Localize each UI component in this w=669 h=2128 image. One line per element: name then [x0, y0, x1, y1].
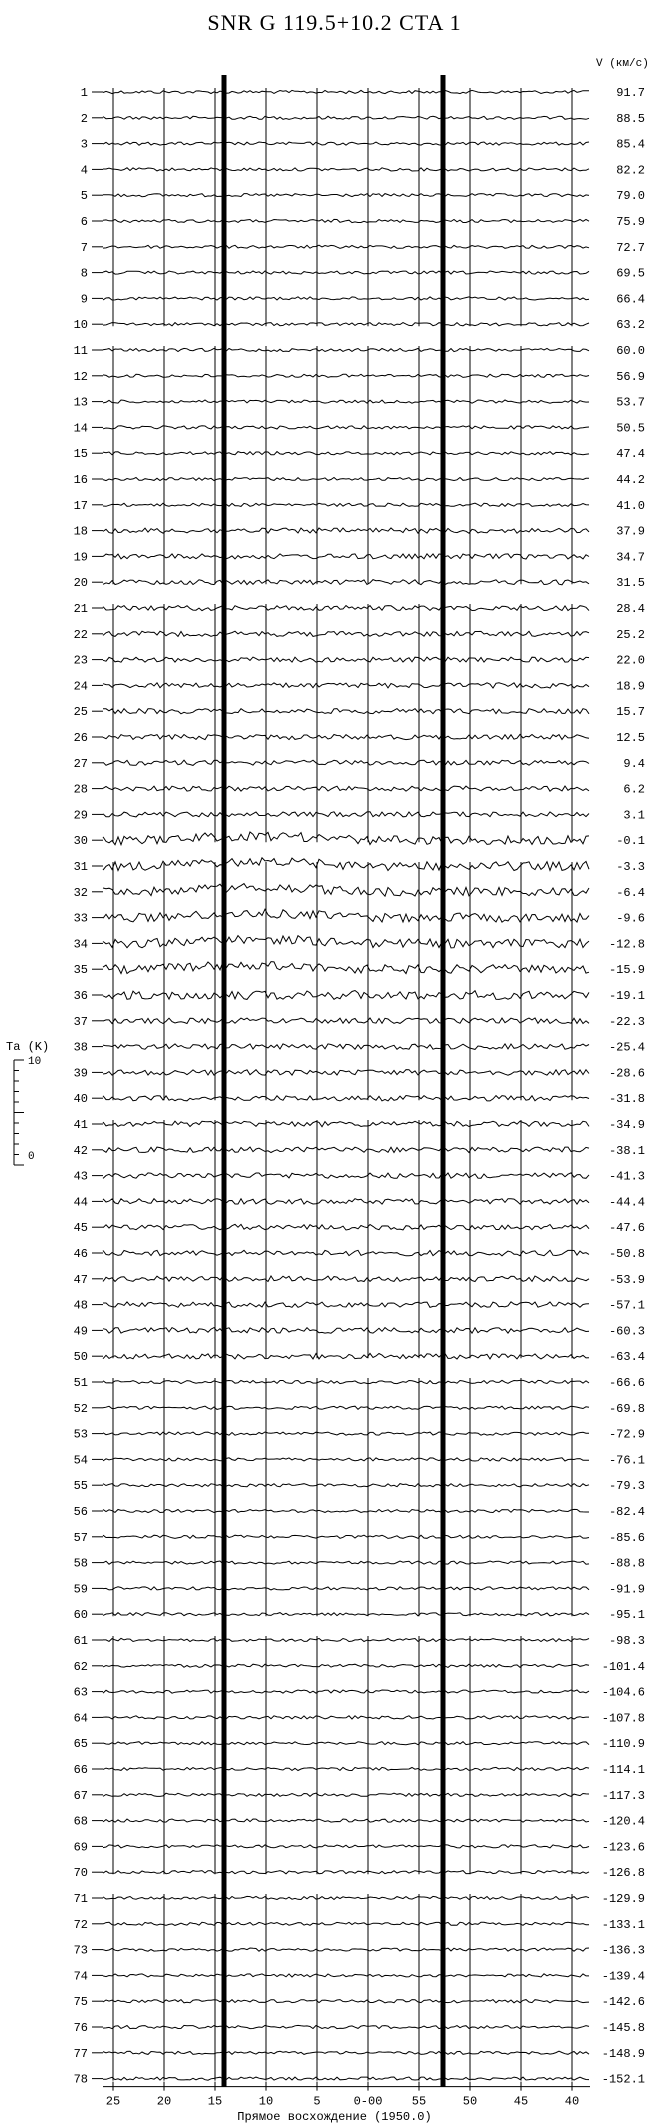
spectrum-trace [103, 1147, 589, 1153]
spectrum-trace [103, 1742, 589, 1745]
spectrum-trace [103, 1690, 589, 1693]
channel-number-label: 19 [73, 550, 88, 565]
velocity-value-label: 18.9 [616, 679, 645, 694]
channel-number-label: 26 [73, 731, 88, 745]
channel-number-label: 47 [73, 1272, 88, 1287]
spectrum-trace [103, 760, 589, 765]
velocity-value-label: -38.1 [608, 1143, 645, 1158]
channel-number-label: 65 [73, 1737, 88, 1752]
channel-number-label: 24 [73, 679, 88, 694]
velocity-value-label: 60.0 [616, 344, 645, 358]
velocity-value-label: -152.1 [601, 2072, 645, 2087]
channel-number-label: 61 [73, 1634, 88, 1648]
spectrum-trace [103, 1484, 589, 1487]
spectrum-trace [103, 1819, 589, 1822]
channel-number-label: 71 [73, 1892, 88, 1906]
channel-number-label: 18 [73, 524, 88, 539]
velocity-value-label: -9.6 [616, 911, 645, 926]
spectrum-trace [103, 1353, 589, 1359]
spectrum-trace [103, 1716, 589, 1719]
velocity-value-label: -85.6 [608, 1530, 645, 1545]
spectrum-trace [103, 1613, 589, 1616]
spectrum-trace [103, 657, 589, 662]
channel-number-label: 60 [73, 1608, 88, 1623]
velocity-value-label: -79.3 [608, 1479, 645, 1494]
channel-number-label: 58 [73, 1556, 88, 1571]
spectrum-trace [103, 245, 589, 248]
ta-scale-min: 0 [28, 1151, 35, 1163]
x-tick-label: 45 [513, 2094, 529, 2109]
channel-number-label: 35 [73, 963, 88, 978]
velocity-value-label: -107.8 [601, 1711, 645, 1726]
velocity-value-label: -120.4 [601, 1814, 645, 1829]
channel-number-label: 3 [80, 137, 88, 152]
x-tick-label: 5 [313, 2094, 321, 2109]
channel-number-label: 54 [73, 1453, 88, 1468]
spectrum-trace [103, 936, 589, 948]
spectrum-trace [103, 1380, 589, 1383]
spectrum-trace [103, 1896, 589, 1899]
spectrum-trace [103, 554, 589, 559]
spectrum-trace [103, 452, 589, 455]
velocity-value-label: -15.9 [608, 963, 645, 978]
velocity-value-label: -82.4 [608, 1505, 645, 1519]
spectrum-trace [103, 374, 589, 377]
velocity-value-label: -57.1 [608, 1298, 645, 1313]
velocity-value-label: -76.1 [608, 1453, 645, 1468]
channel-number-label: 53 [73, 1427, 88, 1442]
channel-number-label: 63 [73, 1685, 88, 1700]
velocity-value-label: -3.3 [616, 860, 645, 874]
velocity-value-label: 47.4 [616, 447, 645, 462]
spectrum-trace [103, 1845, 589, 1848]
spectrum-trace [103, 991, 589, 1000]
spectrum-trace [103, 528, 589, 533]
velocity-value-label: -123.6 [601, 1840, 645, 1855]
channel-number-label: 30 [73, 834, 88, 849]
spectrum-trace [103, 1224, 589, 1230]
channel-number-label: 52 [73, 1401, 88, 1416]
spectrum-trace [103, 1432, 589, 1435]
channel-number-label: 25 [73, 705, 88, 720]
spectrum-trace [103, 884, 589, 897]
spectrum-trace [103, 297, 589, 300]
velocity-value-label: 25.2 [616, 627, 645, 642]
spectrum-trace [103, 1276, 589, 1282]
velocity-value-label: -72.9 [608, 1427, 645, 1442]
velocity-value-label: -148.9 [601, 2046, 645, 2061]
velocity-value-label: -28.6 [608, 1066, 645, 1081]
velocity-value-label: -91.9 [608, 1582, 645, 1597]
channel-number-label: 64 [73, 1711, 88, 1726]
velocity-unit-label: V (км/с) [596, 58, 649, 70]
velocity-value-label: -25.4 [608, 1040, 645, 1055]
channel-number-label: 42 [73, 1143, 88, 1158]
channel-number-label: 77 [73, 2046, 88, 2061]
channel-number-label: 37 [73, 1014, 88, 1029]
velocity-value-label: 85.4 [616, 137, 645, 152]
spectrum-trace [103, 786, 589, 791]
velocity-value-label: 3.1 [623, 808, 645, 823]
spectrum-trace [103, 580, 589, 585]
velocity-value-label: 37.9 [616, 524, 645, 539]
channel-number-label: 13 [73, 395, 88, 410]
channel-number-label: 36 [73, 989, 88, 1003]
x-tick-label: 15 [207, 2094, 223, 2109]
x-tick-label: 25 [105, 2094, 121, 2109]
spectrum-trace [103, 1121, 589, 1127]
channel-number-label: 68 [73, 1814, 88, 1829]
velocity-value-label: 66.4 [616, 292, 645, 307]
velocity-value-label: -142.6 [601, 1995, 645, 2010]
spectrum-trace [103, 962, 589, 974]
velocity-value-label: -117.3 [601, 1788, 645, 1803]
channel-number-label: 50 [73, 1350, 88, 1365]
channel-number-label: 23 [73, 653, 88, 668]
channel-number-label: 43 [73, 1169, 88, 1184]
x-axis-label: Прямое восхождение (1950.0) [237, 2110, 432, 2124]
channel-number-label: 4 [80, 163, 88, 178]
channel-number-label: 70 [73, 1866, 88, 1881]
spectrum-trace [103, 168, 589, 171]
spectrum-trace [103, 812, 589, 817]
x-tick-label: 10 [258, 2094, 274, 2109]
velocity-value-label: -145.8 [601, 2021, 645, 2035]
spectrum-trace [103, 1948, 589, 1951]
channel-number-label: 51 [73, 1376, 88, 1390]
channel-number-label: 33 [73, 911, 88, 926]
velocity-value-label: 50.5 [616, 421, 645, 436]
channel-number-label: 66 [73, 1763, 88, 1777]
velocity-value-label: 22.0 [616, 653, 645, 668]
channel-number-label: 10 [73, 318, 88, 333]
spectrum-trace [103, 2000, 589, 2003]
velocity-value-label: 9.4 [623, 756, 645, 771]
channel-number-label: 6 [80, 215, 88, 229]
velocity-value-label: 72.7 [616, 240, 645, 255]
velocity-value-label: -12.8 [608, 937, 645, 952]
spectrum-trace [103, 1871, 589, 1874]
spectrum-trace [103, 858, 589, 871]
channel-number-label: 44 [73, 1195, 88, 1210]
velocity-value-label: 82.2 [616, 163, 645, 178]
channel-number-label: 55 [73, 1479, 88, 1494]
channel-number-label: 28 [73, 782, 88, 797]
spectrum-trace [103, 631, 589, 636]
channel-number-label: 62 [73, 1659, 88, 1674]
velocity-value-label: -69.8 [608, 1401, 645, 1416]
velocity-value-label: 91.7 [616, 86, 645, 100]
velocity-value-label: -98.3 [608, 1634, 645, 1648]
spectrum-trace [103, 832, 589, 845]
channel-number-label: 38 [73, 1040, 88, 1055]
velocity-value-label: 6.2 [623, 782, 645, 797]
spectrum-trace [103, 909, 589, 922]
channel-number-label: 32 [73, 885, 88, 900]
chart-title: SNR G 119.5+10.2 CTA 1 [207, 10, 462, 35]
channel-number-label: 2 [80, 111, 88, 126]
spectrum-trace [103, 605, 589, 610]
velocity-value-label: -0.1 [616, 834, 645, 849]
velocity-value-label: 79.0 [616, 189, 645, 204]
velocity-value-label: -88.8 [608, 1556, 645, 1571]
spectrum-trace [103, 194, 589, 197]
channel-number-label: 67 [73, 1788, 88, 1803]
spectrum-trace [103, 1664, 589, 1667]
channel-number-label: 7 [80, 240, 88, 255]
velocity-value-label: 63.2 [616, 318, 645, 333]
ta-scale-label: Ta (K) [6, 1040, 50, 1054]
spectrum-trace [103, 503, 589, 506]
channel-number-label: 29 [73, 808, 88, 823]
velocity-value-label: 41.0 [616, 498, 645, 513]
velocity-value-label: 34.7 [616, 550, 645, 565]
velocity-value-label: 56.9 [616, 369, 645, 384]
velocity-value-label: 88.5 [616, 111, 645, 126]
spectrum-trace [103, 1302, 589, 1308]
spectrum-trace [103, 1638, 589, 1641]
channel-number-label: 27 [73, 756, 88, 771]
channel-number-label: 21 [73, 602, 88, 616]
velocity-value-label: 15.7 [616, 705, 645, 720]
velocity-value-label: -133.1 [601, 1917, 645, 1932]
velocity-value-label: -6.4 [616, 885, 645, 900]
spectrum-trace [103, 1509, 589, 1512]
velocity-value-label: -63.4 [608, 1350, 645, 1365]
spectrum-trace [103, 426, 589, 429]
spectrum-trace [103, 400, 589, 403]
spectrum-trace [103, 348, 589, 351]
velocity-value-label: -19.1 [608, 989, 645, 1003]
spectrum-trace [103, 2077, 589, 2080]
velocity-value-label: 69.5 [616, 266, 645, 281]
channel-number-label: 1 [80, 86, 88, 100]
channel-number-label: 41 [73, 1118, 88, 1132]
velocity-value-label: 12.5 [616, 731, 645, 745]
channel-number-label: 22 [73, 627, 88, 642]
spectrum-trace [103, 478, 589, 481]
spectrum-trace [103, 1793, 589, 1796]
velocity-value-label: -22.3 [608, 1014, 645, 1029]
velocity-value-label: -44.4 [608, 1195, 645, 1210]
channel-number-label: 78 [73, 2072, 88, 2087]
channel-number-label: 12 [73, 369, 88, 384]
spectrum-trace [103, 1406, 589, 1409]
velocity-value-label: -129.9 [601, 1892, 645, 1906]
channel-number-label: 72 [73, 1917, 88, 1932]
spectrum-trace [103, 2051, 589, 2054]
channel-number-label: 40 [73, 1092, 88, 1107]
velocity-value-label: -101.4 [601, 1659, 645, 1674]
velocity-value-label: -110.9 [601, 1737, 645, 1752]
spectrum-trace [103, 1070, 589, 1076]
x-tick-label: 0-00 [353, 2094, 383, 2109]
channel-number-label: 76 [73, 2021, 88, 2035]
spectrum-trace [103, 142, 589, 145]
channel-number-label: 31 [73, 860, 88, 874]
spectrum-trace [103, 709, 589, 714]
channel-number-label: 59 [73, 1582, 88, 1597]
spectrum-trace [103, 2025, 589, 2028]
channel-number-label: 16 [73, 473, 88, 487]
velocity-value-label: -114.1 [601, 1763, 645, 1777]
channel-number-label: 57 [73, 1530, 88, 1545]
channel-number-label: 17 [73, 498, 88, 513]
channel-number-label: 74 [73, 1969, 88, 1984]
channel-number-label: 14 [73, 421, 88, 436]
spectrum-trace [103, 323, 589, 326]
channel-number-label: 11 [73, 344, 88, 358]
spectrum-trace [103, 1587, 589, 1590]
velocity-value-label: -136.3 [601, 1943, 645, 1958]
velocity-value-label: -104.6 [601, 1685, 645, 1700]
channel-number-label: 45 [73, 1221, 88, 1236]
velocity-value-label: -47.6 [608, 1221, 645, 1236]
spectrum-trace [103, 116, 589, 119]
spectrum-trace [103, 1535, 589, 1538]
velocity-value-label: -139.4 [601, 1969, 645, 1984]
channel-number-label: 46 [73, 1247, 88, 1261]
spectrum-trace [103, 1173, 589, 1179]
spectrum-trace [103, 219, 589, 222]
x-tick-label: 20 [156, 2094, 172, 2109]
ta-scale-bar [6, 1055, 66, 1175]
x-tick-label: 50 [462, 2094, 478, 2109]
spectrum-trace [103, 1561, 589, 1564]
channel-number-label: 48 [73, 1298, 88, 1313]
spectrum-trace [103, 1250, 589, 1256]
velocity-value-label: 53.7 [616, 395, 645, 410]
spectrum-trace [103, 683, 589, 688]
velocity-value-label: -53.9 [608, 1272, 645, 1287]
spectrum-trace [103, 1767, 589, 1770]
channel-number-label: 5 [80, 189, 88, 204]
velocity-value-label: -34.9 [608, 1118, 645, 1132]
x-tick-label: 40 [564, 2094, 580, 2109]
spectrum-trace [103, 734, 589, 739]
spectrum-trace [103, 1328, 589, 1334]
velocity-value-label: -66.6 [608, 1376, 645, 1390]
ta-scale-max: 10 [28, 1056, 42, 1068]
spectrum-trace [103, 271, 589, 274]
velocity-value-label: 75.9 [616, 215, 645, 229]
velocity-value-label: 28.4 [616, 602, 645, 616]
channel-number-label: 73 [73, 1943, 88, 1958]
channel-number-label: 75 [73, 1995, 88, 2010]
channel-number-label: 56 [73, 1505, 88, 1519]
channel-number-label: 8 [80, 266, 88, 281]
spectrum-trace [103, 1044, 589, 1050]
channel-number-label: 9 [80, 292, 88, 307]
channel-number-label: 20 [73, 576, 88, 591]
velocity-value-label: -31.8 [608, 1092, 645, 1107]
velocity-value-label: -50.8 [608, 1247, 645, 1261]
velocity-value-label: -41.3 [608, 1169, 645, 1184]
spectrum-trace [103, 1974, 589, 1977]
x-tick-label: 55 [411, 2094, 427, 2109]
velocity-value-label: -95.1 [608, 1608, 645, 1623]
channel-number-label: 49 [73, 1324, 88, 1339]
channel-number-label: 15 [73, 447, 88, 462]
spectrum-trace [103, 1096, 589, 1101]
channel-number-label: 69 [73, 1840, 88, 1855]
velocity-value-label: 44.2 [616, 473, 645, 487]
velocity-value-label: -60.3 [608, 1324, 645, 1339]
spectrum-trace [103, 1458, 589, 1461]
spectrum-trace [103, 90, 589, 93]
spectrum-trace [103, 1199, 589, 1205]
velocity-value-label: 31.5 [616, 576, 645, 591]
velocity-value-label: -126.8 [601, 1866, 645, 1881]
spectrum-trace [103, 1018, 589, 1024]
spectrum-trace [103, 1922, 589, 1925]
channel-number-label: 34 [73, 937, 88, 952]
channel-number-label: 39 [73, 1066, 88, 1081]
